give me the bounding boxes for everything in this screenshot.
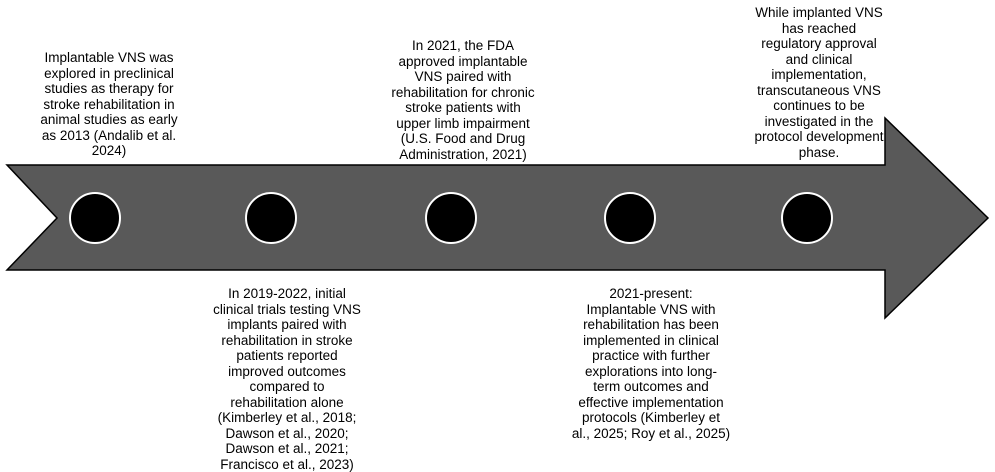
event-note-preclinical: Implantable VNS was explored in preclinical studies as therapy for stroke rehabilitation in animal studies as early as 2013 (Andalib et al. 2024) (40, 50, 178, 158)
timeline-marker-3 (426, 193, 476, 243)
timeline-marker-1 (70, 193, 120, 243)
timeline-marker-4 (605, 193, 655, 243)
event-note-clinical-practice: 2021-present: Implantable VNS with rehabilitation has been implemented in clinical practice with further explorations into long- term outcomes and effective implementation protocols (Kimberley et al., 2025; Roy et al., 2025) (571, 286, 731, 441)
event-note-transcutaneous: While implanted VNS has reached regulatory approval and clinical implementation, transcutaneous VNS continues to be investigated in the protocol development phase. (754, 5, 884, 160)
timeline-marker-5 (782, 193, 832, 243)
event-note-clinical-trials: In 2019-2022, initial clinical trials testing VNS implants paired with rehabilitation in stroke patients reported improved outcomes compared to rehabilitation alone (Kimberley et al., 2018; Dawson et al., 2020; Dawson et al., 2021; Francisco et al., 2023) (213, 286, 361, 472)
event-note-fda-approval: In 2021, the FDA approved implantable VNS paired with rehabilitation for chronic stroke patients with upper limb impairment (U.S. Food and Drug Administration, 2021) (391, 38, 535, 162)
timeline-marker-2 (246, 193, 296, 243)
